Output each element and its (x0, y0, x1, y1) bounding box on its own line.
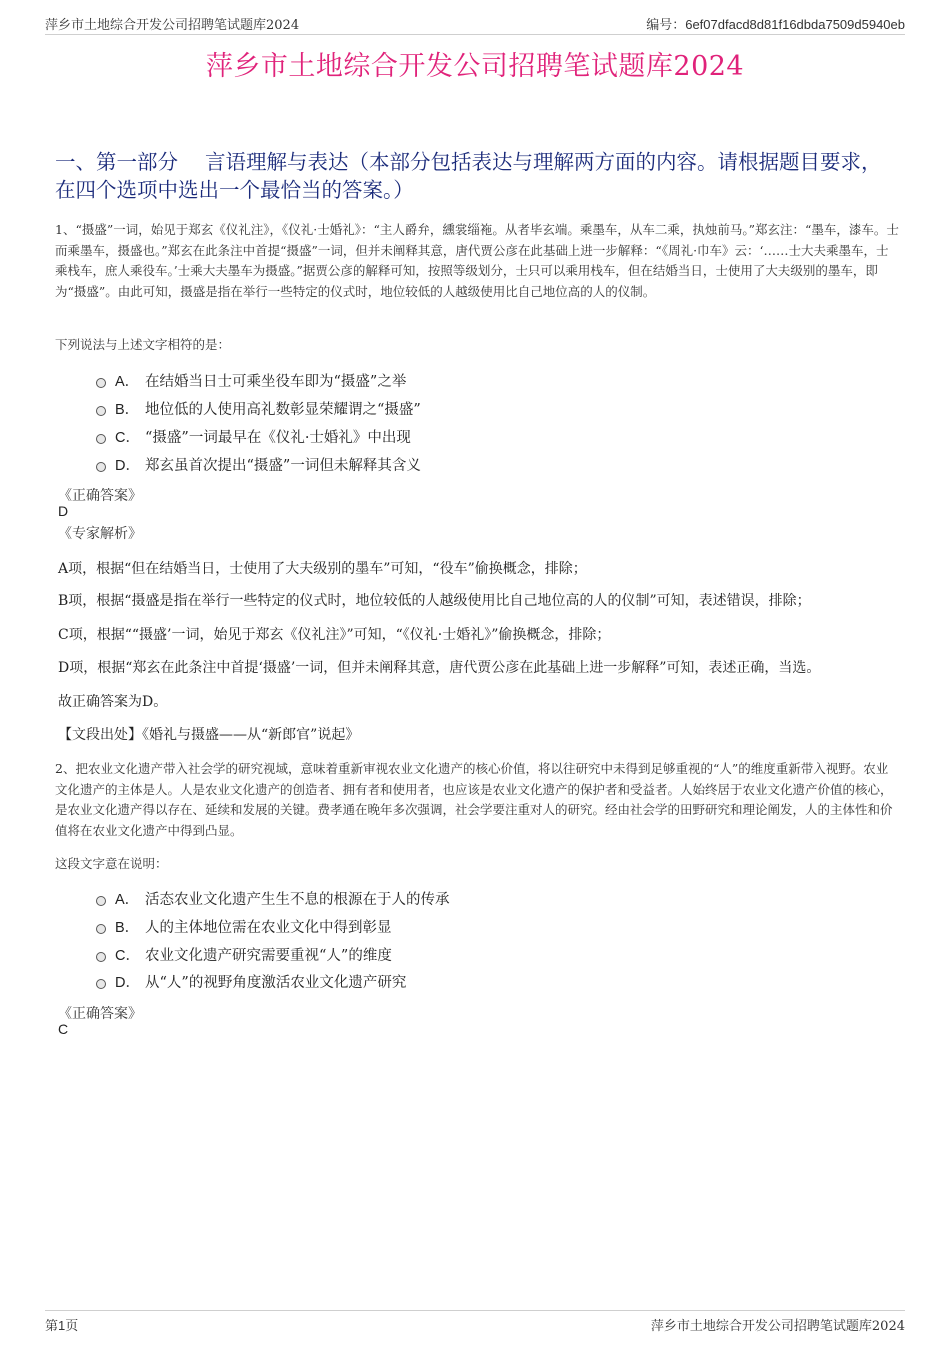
option-text: 郑玄虽首次提出“摄盛”一词但未解释其含义 (145, 458, 421, 474)
header-doc-title: 萍乡市土地综合开发公司招聘笔试题库2024 (45, 18, 300, 33)
option-text: 活态农业文化遗产生生不息的根源在于人的传承 (145, 892, 450, 908)
option-letter: A． (115, 374, 140, 390)
page-prefix: 第 (45, 1319, 59, 1334)
option-text: 地位低的人使用高礼数彰显荣耀谓之“摄盛” (145, 402, 421, 418)
q1-option-b[interactable] (96, 398, 421, 419)
q1-analysis-d: D项，根据“郑玄在此条注中首提‘摄盛’一词，但并未阐释其意，唐代贾公彦在此基础上进一步解释”可知，表述正确，当选。 (58, 660, 821, 676)
option-letter: A． (115, 892, 140, 908)
radio-icon[interactable] (96, 378, 106, 388)
footer-doc-title: 萍乡市土地综合开发公司招聘笔试题库2024 (650, 1319, 905, 1334)
radio-icon[interactable] (96, 924, 106, 934)
option-letter: B． (115, 402, 140, 418)
q2-option-c[interactable] (96, 944, 392, 965)
page-footer (45, 1310, 905, 1333)
q2-answer: C (58, 1021, 69, 1037)
option-text: 人的主体地位需在农业文化中得到彰显 (145, 920, 392, 936)
header-doc-id (646, 14, 905, 33)
question-1-prompt: 下列说法与上述文字相符的是： (55, 337, 231, 352)
radio-icon[interactable] (96, 979, 106, 989)
q1-option-d[interactable] (96, 454, 421, 475)
q2-answer-label: 《正确答案》 (58, 1006, 142, 1022)
q2-option-d[interactable] (96, 971, 406, 992)
q1-option-c[interactable] (96, 426, 411, 447)
header-id-label: 编号： (646, 18, 686, 33)
radio-icon[interactable] (96, 434, 106, 444)
option-text: “摄盛”一词最早在《仪礼·士婚礼》中出现 (145, 430, 411, 446)
page-number (45, 1315, 78, 1334)
option-letter: D． (115, 458, 140, 474)
option-letter: D． (115, 975, 140, 991)
option-letter: C． (115, 430, 140, 446)
q2-option-a[interactable] (96, 888, 450, 909)
q1-analysis-label: 《专家解析》 (58, 526, 142, 542)
q1-source: 【文段出处】《婚礼与摄盛——从“新郎官”说起》 (58, 727, 360, 743)
question-1-text: 1、“摄盛”一词，始见于郑玄《仪礼注》，《仪礼·士婚礼》：“主人爵弁，纁裳缁袘。从者毕玄端。乘墨车，从车二乘，执烛前马。”郑玄注：“墨车，漆车。士而乘墨车，摄盛也。”郑玄在此条注中首提“摄盛”一词，但并未阐释其意，唐代贾公彦在此基础上进一步解释：“《周礼·巾车》云：‘……士大夫乘墨车，士乘栈车，庶人乘役车。’士乘大夫墨车为摄盛。”据贾公彦的解释可知，按照等级划分，士只可以乘用栈车，但在结婚当日，士使用了大夫级别的墨车，即为“摄盛”。由此可知，摄盛是指在举行一些特定的仪式时，地位较低的人越级使用比自己地位高的人的仪制。 (55, 222, 899, 299)
option-letter: B． (115, 920, 140, 936)
page-header (45, 14, 905, 35)
page-title: 萍乡市土地综合开发公司招聘笔试题库2024 (205, 51, 745, 82)
q1-answer-label: 《正确答案》 (58, 488, 142, 504)
option-letter: C． (115, 948, 140, 964)
q2-option-b[interactable] (96, 916, 392, 937)
radio-icon[interactable] (96, 462, 106, 472)
option-text: 在结婚当日士可乘坐役车即为“摄盛”之举 (145, 374, 407, 390)
page-suffix: 页 (65, 1319, 79, 1334)
question-2-text: 2、把农业文化遗产带入社会学的研究视域，意味着重新审视农业文化遗产的核心价值，将以往研究中未得到足够重视的“人”的维度重新带入视野。农业文化遗产的主体是人。人是农业文化遗产的创造者、拥有者和使用者，也应该是农业文化遗产的保护者和受益者。人始终居于农业文化遗产价值的核心，是农业文化遗产得以存在、延续和发展的关键。费孝通在晚年多次强调，社会学要注重对人的研究。经由社会学的田野研究和理论阐发，人的主体性和价值将在农业文化遗产中得到凸显。 (55, 761, 893, 838)
q1-analysis-c: C项，根据““摄盛’一词，始见于郑玄《仪礼注》”可知，“《仪礼·士婚礼》”偷换概念，排除； (58, 627, 611, 643)
option-text: 从“人”的视野角度激活农业文化遗产研究 (145, 975, 407, 991)
q1-analysis-a: A项，根据“但在结婚当日，士使用了大夫级别的墨车”可知，“役车”偷换概念，排除； (58, 561, 587, 577)
q1-answer: D (58, 503, 69, 519)
q1-analysis-b: B项，根据“摄盛是指在举行一些特定的仪式时，地位较低的人越级使用比自己地位高的人的仪制”可知，表述错误，排除； (58, 593, 811, 609)
q1-conclusion: 故正确答案为D。 (58, 694, 168, 710)
radio-icon[interactable] (96, 952, 106, 962)
question-2-prompt: 这段文字意在说明： (55, 856, 168, 871)
q1-option-a[interactable] (96, 370, 406, 391)
radio-icon[interactable] (96, 896, 106, 906)
option-text: 农业文化遗产研究需要重视“人”的维度 (145, 948, 392, 964)
page-num: 1 (58, 1318, 66, 1333)
header-id-code: 6ef07dfacd8d81f16dbda7509d5940eb (685, 17, 905, 32)
section-heading: 一、第一部分 言语理解与表达（本部分包括表达与理解两方面的内容。请根据题目要求，在四个选项中选出一个最恰当的答案。） (55, 150, 882, 202)
radio-icon[interactable] (96, 406, 106, 416)
